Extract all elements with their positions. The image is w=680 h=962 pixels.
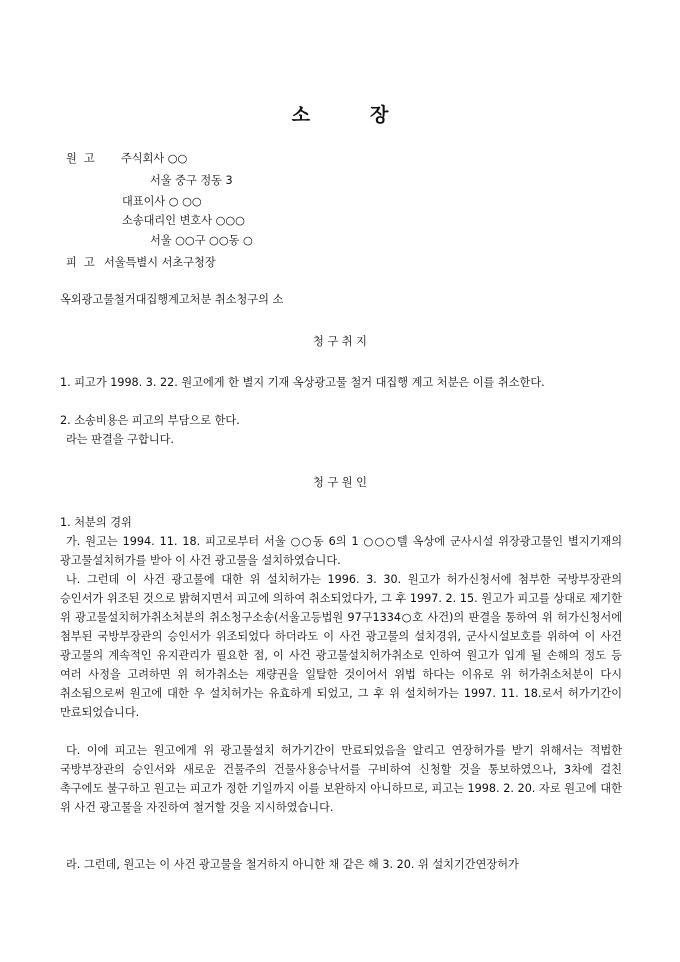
plaintiff-address: 서울 중구 정동 3 <box>150 174 233 187</box>
claim-reason-heading: 청 구 원 인 <box>313 476 367 489</box>
title-part-1: 소 <box>291 104 310 126</box>
claim-purpose-closing: 라는 판결을 구합니다. <box>66 433 174 446</box>
defendant-line <box>66 256 216 270</box>
paragraph-ga: 가. 원고는 1994. 11. 18. 피고로부터 서울 ○○동 6의 1 ○○○텔 옥상에 군사시설 위장광고물인 별지기재의 광고물설치허가를 받아 이 사건 광고물을 설치하였습니다. <box>60 535 622 567</box>
section-1-title: 1. 처분의 경위 <box>60 516 132 529</box>
paragraph-na: 나. 그런데 이 사건 광고물에 대한 위 설치허가는 1996. 3. 30. 원고가 허가신청서에 첨부한 국방부장관의 승인서가 위조된 것으로 밝혀지면서 피고에 의하여 취소되었다가, 그 후 1997. 2. 15. 원고가 피고를 상대로 제기한 위 광고물설치허가취소처분의 취소청구소송(서울고등법원 97구1334○호 사건)의 판결을 통하여 위 허가신청서에 첨부된 국방부장관의 승인서가 위조되었다 하더라도 이 사건 광고물의 설치경위, 군사시설보호를 위하여 이 사건 광고물의 계속적인 유지관리가 필요한 점, 이 사건 광고물설치허가취소로 인하여 원고가 입게 될 손해의 정도 등 여러 사정을 고려하면 위 허가취소는 재량권을 일탈한 것이어서 위법 하다는 이유로 위 허가취소처분이 다시 취소됨으로써 원고에 대한 우 설치허가는 유효하게 되었고, 그 후 위 설치허가는 1997. 11. 18.로서 허가기간이 만료되었습니다. <box>60 573 622 719</box>
document-title <box>0 100 680 127</box>
defendant-role: 피 고 <box>66 256 95 269</box>
defendant-name: 서울특별시 서초구청장 <box>104 256 216 269</box>
claim-purpose-heading: 청 구 취 지 <box>313 335 367 348</box>
paragraph-ra: 라. 그런데, 원고는 이 사건 광고물을 철거하지 아니한 채 같은 해 3. 20. 위 설치기간연장허가 <box>66 858 519 871</box>
plaintiff-line <box>66 152 187 166</box>
plaintiff-name: 주식회사 ○○ <box>121 152 188 165</box>
title-part-2: 장 <box>370 104 389 126</box>
paragraph-da: 다. 이에 피고는 원고에게 위 광고물설치 허가기간이 만료되었음을 알리고 연장허가를 받기 위해서는 적법한 국방부장관의 승인서와 새로운 건물주의 건물사용승낙서를 구비하여 신청할 것을 통보하였으나, 3차에 걸친 촉구에도 불구하고 원고는 피고가 정한 기일까지 이를 보완하지 아니하므로, 피고는 1998. 2. 20. 자로 원고에 대한 위 사건 광고물을 자진하여 철거할 것을 지시하였습니다. <box>60 744 622 814</box>
case-name: 옥외광고물철거대집행계고처분 취소청구의 소 <box>60 293 284 306</box>
claim-purpose-item-1: 1. 피고가 1998. 3. 22. 원고에게 한 별지 기재 옥상광고물 철거 대집행 계고 처분은 이를 취소한다. <box>60 376 545 389</box>
attorney-address: 서울 ○○구 ○○동 ○ <box>150 234 253 247</box>
plaintiff-attorney: 소송대리인 변호사 ○○○ <box>122 214 245 227</box>
plaintiff-representative: 대표이사 ○ ○○ <box>122 195 202 208</box>
claim-purpose-item-2: 2. 소송비용은 피고의 부담으로 한다. <box>60 414 240 427</box>
plaintiff-role: 원 고 <box>66 152 95 165</box>
